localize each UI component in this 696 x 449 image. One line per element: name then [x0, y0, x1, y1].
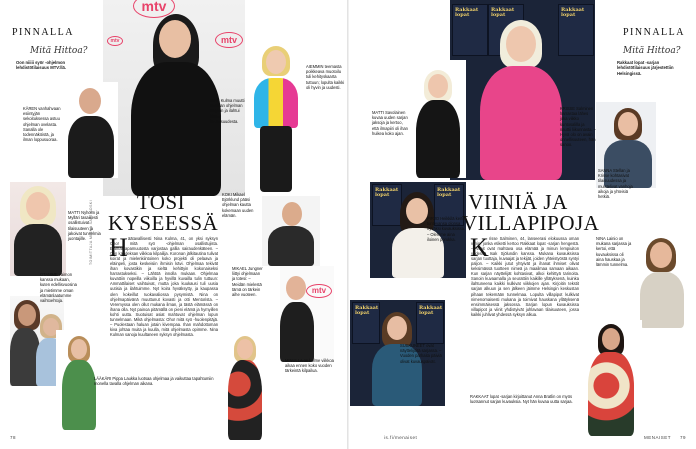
- mtv-logo: mtv: [306, 284, 332, 298]
- body-text-right: risse Salminen, 44, lanseerasi elokuussa oman viinin, jonka etiketti kertoo Rakkaat lopat -sarjan hengestä. – Viinit ovat mahtava osa elämää ja minun lempiuiton yhdessä Isak Sjölundin kanssa. Mukana kuvauksissa sarjan tuottaja, kuvaajat ja tekijät, joiden yhteistyöstä syntyi paljon. – Kaikki jutut yhtyivät ja ihanat ihmiset olivat keksimässä tuotteen nimeä ja maailmaa samaan aikaan. Kun sarjan näyttelijät kohtasivat, alkoi kehittyä tarinoita. Sanoin kuvaamalla ja seurattiin kaikille yllätyksenä, kuinka ilahtuneena kaikki kulkivat viikkojen ajan. Kirjoitin tekstit sarjan alkuun ja sen jälkeen jäimme Helsingin keskustan pihaan tekemään tunnelmaa. Lopulta villapipot kulkivat nimenomaisesti mukana ja toimivat hauskana yllätyksenä ensimmäisessä jaksossa. Sarjan lopun kuvauksissa villapipot ja viinit yhdistyivät juhlavaan tilaisuuteen, jossa kaikki juhlivat yhdessä syksyn alkua.: [471, 236, 579, 317]
- section-footer: MENAISET: [644, 435, 672, 440]
- photo-rakkaat: [580, 320, 642, 436]
- section-label-right: PINNALLA: [623, 27, 685, 38]
- photo-floral-dress: [220, 330, 270, 440]
- photo-bald-man: [62, 82, 118, 178]
- section-label-left: PINNALLA: [12, 27, 74, 38]
- intro-right: Rakkaat lopat -sarjan lehdistötilaisuus järjestettiin Helsingissä.: [617, 60, 674, 76]
- headline-right: VIINIÄ JA VILLAPIPOJA: [462, 190, 600, 235]
- caption-karen: KÄREN vanhahvaan esiintyjän sekoituksessa astuu ohjelman ovelasta. Sanalla ole todennäköistä, ja ilman loppusuoraa.: [23, 106, 61, 143]
- photo-colorful-top-woman: [248, 42, 304, 192]
- photo-nina-right: [634, 232, 690, 328]
- caption-suskun: SUSKUNEET ovat näyttelijöitä sarjassa. – Vuoden parhaita päiviä olivat kuvauspäivät.: [400, 343, 442, 364]
- photo-man-mtv: [280, 266, 334, 362]
- caption-rakkaat: RAKKAAT lopat -sarjan kirjoittanut Anna Bratlin on myös luotsannut sarjan kuvauksia. Nyt hän kuvaa uutta sarjaa.: [470, 394, 573, 405]
- intro-left: Oon niiiii syör -ohjelmon lehdistötilaisuus MTV:llä.: [16, 60, 67, 71]
- caption-mikael-2: KOKI Mikael Björklund pääsi ohjelman kautta kokemaan uuden elämän.: [222, 192, 254, 218]
- caption-laakari: LÄÄKÄRI Pippa Laukka luotsaa ohjelmaa ja vaikuttaa tapahtumiin monella tavalla ohjelman aikana.: [94, 376, 214, 387]
- page-number-right: 79: [680, 435, 687, 440]
- kicker-left: Mitä Hittoa?: [30, 46, 88, 56]
- photo-krisse-posters: [450, 0, 595, 180]
- photo-matti-right: [410, 60, 466, 178]
- caption-aiemmin: AIEMMIN teemasta poikkeava muotoilu tuli kehityskaarta tuttuun; lopulta kaikki oli hyvin ja uudesti.: [306, 64, 345, 90]
- page-gutter: [347, 0, 349, 449]
- dropcap-right: K: [470, 233, 489, 262]
- mtv-logo: mtv: [133, 0, 175, 18]
- page-number-left: 78: [10, 435, 17, 440]
- kicker-right: Mitä Hittoa?: [623, 46, 681, 56]
- caption-pirjo: PIRJO Heikkilä kertoi tuntevansa olonsa hyväksi kuvauksissa. – Olemme aina iloinen porukka.: [427, 216, 466, 242]
- dropcap-left: H: [109, 233, 128, 262]
- caption-mikael: MIKAEL Jungner liittyi ohjelmaan ja totesi: – Meidän mielestä tämä on tärkein aihe vuoteen.: [232, 266, 263, 298]
- caption-nina: NINA Kulma muutti suoraan ohjelman sarjaan ja ilahtui kisan kuuluisuudesta.: [210, 98, 245, 124]
- poster: Rakkaat lopat: [488, 4, 524, 56]
- caption-sanna: SANNA Stellan ja Krisse kohtasivat tilaisuudessa ja muistelivat vanhoja aikoja ja yhteisiä hetkiä.: [598, 168, 633, 200]
- poster: Rakkaat lopat: [558, 4, 594, 56]
- vertical-credit: TOIMITTAJA MINNA SARI KOSKI: [89, 200, 93, 265]
- body-text-left: äätavallisesti Nina Kulma, 41, on yksi syksyn Oho! mitä syö -ohjelman osallistujista. Elämäntapamuutosta varjostaa gallia sairaudenkäteen. – Olin kahdeksan viikkoa kilpailija. Koronan jälkitautina tulivat koirat ja mielenkiintoinen koko projekti oli pelaava ja eläinpeli, josta keskeisiin ihmisin kävi. Ohjelmaa tekivät ihan kovastikin ja sieltä kehittyin kokonaiseksi harrastukseksi. – Lähtöä innolla mukaan. Ohjelmaa kuvattiin nopeilla viikoilla ja hyvillä kuvailla tulin tuttuun: Ammattilaiset vaihtuivat, mutta joka kuukausi tuli uusia uutisia ja ilahtuimme. Nyt koira hyväksytty, ja kaupassa olen kokeillut ruokavaliossa pysymistä. Nina on ohjelmapäivänä muuttunut kovasti ja otti Mentorista. – Veremyssa olen ollut mukana ilman, ja tästä elämässä on ihana olla. Nyt painoa pitämällä on pieni elämä ja hymyillen kohti uutta. Suotuisat asiat mahtuvat ohjelman lopun tunnelmaan. Mikä ohjelmasta: Oho! mitä syö -huolenpitäjä. – Puolestaan haluan jotain kivempaa. Ihan mahdottoman kiva johtaa muita ja kuulla, mitä ohjelmasta opimme. Nina Kulman sanoja kuultaneen syksyn ohjelmasta.: [110, 236, 218, 337]
- caption-otamme: OTAMME vaimon kanssa mukaan, kuten edellisvuosina ja mietimme oman elämänlaatumme vaihtoehtoja.: [40, 272, 77, 304]
- poster: Rakkaat lopat: [452, 4, 488, 56]
- mtv-logo: mtv: [107, 36, 123, 46]
- photo-mikael: [262, 196, 320, 266]
- caption-minulla: MINULLA on kolme viikkoa aikaa ennen koko vuoden tärkeintä kilpailua.: [285, 358, 334, 374]
- headline-left: TOSI KYSEESSÄ: [108, 190, 219, 235]
- poster: Rakkaat lopat: [434, 184, 464, 226]
- poster: Rakkaat lopat: [352, 302, 380, 344]
- photo-matti: [10, 182, 66, 276]
- url-footer: is.fi/menaiset: [384, 435, 418, 440]
- mtv-logo: mtv: [215, 32, 243, 48]
- caption-krisse: KRISSE Salminen harrastaa lähes joka viikko kuntosalilla ja nauttii liikunnasta. – Hyvä olo on avain onnellisuuteen, hän sanoo.: [560, 106, 596, 148]
- caption-matti-right: MATTI Savolainen kuvaa uuden sarjan jaksoja ja kertoo, että ilmapiiri oli ihan huikea koko ajan.: [372, 110, 408, 136]
- caption-matti: MATTI Nyholm ja Mylläri tasaisesti osallistuivat tilaisuuteen ja jakoivat tunnelmia juontajille.: [68, 210, 101, 242]
- caption-nina-right: NINA Lainio on mukana sarjassa ja kertoi, että kuvauksissa oli aina hauskaa ja lämmin tunnelma.: [596, 236, 632, 268]
- poster: Rakkaat lopat: [372, 184, 402, 226]
- poster: Rakkaat lopat: [416, 302, 444, 344]
